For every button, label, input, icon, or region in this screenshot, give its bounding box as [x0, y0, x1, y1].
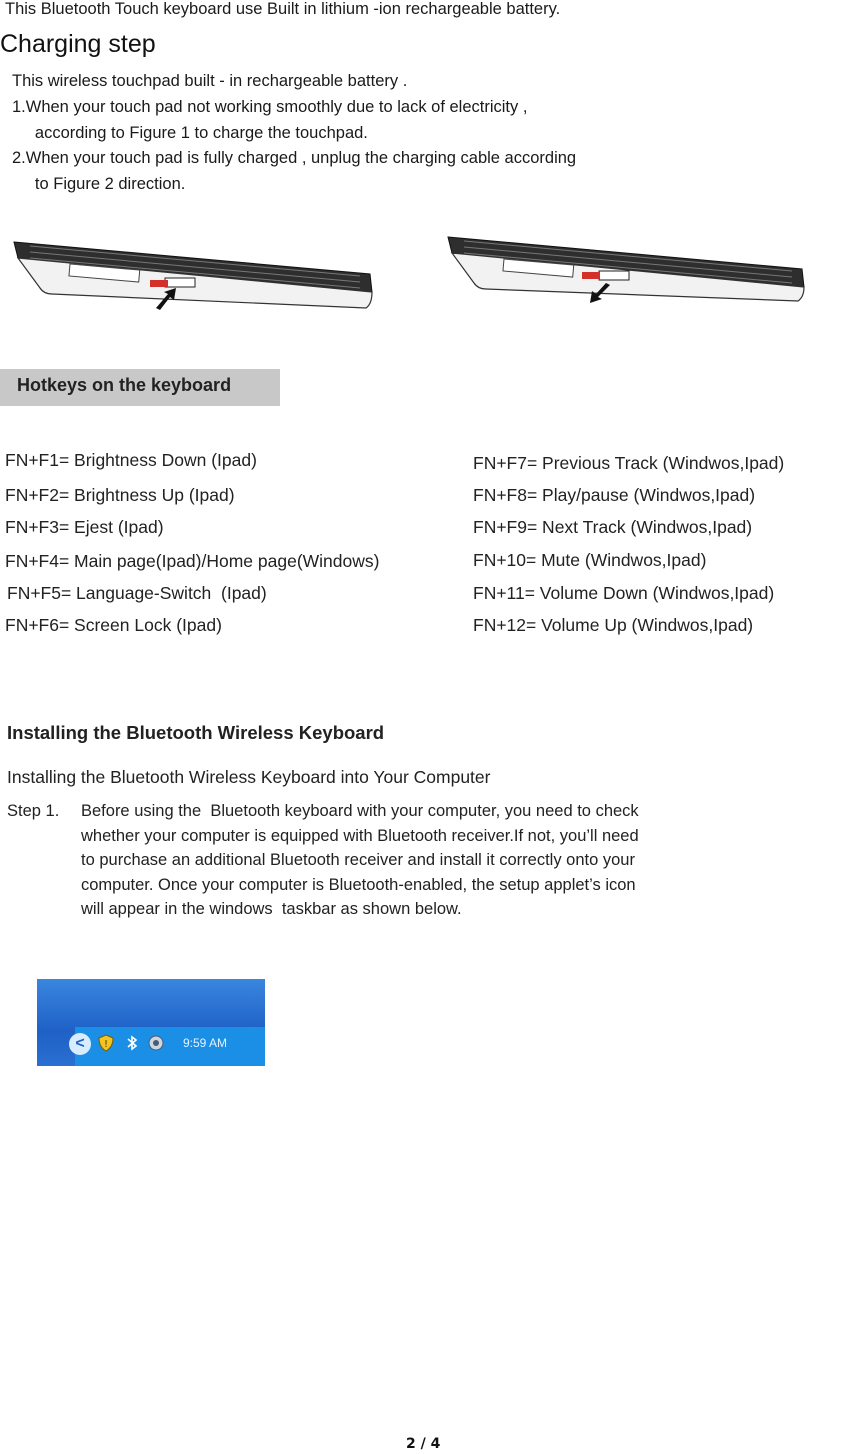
charging-line: according to Figure 1 to charge the touchpad.: [12, 124, 368, 142]
hotkey-item: FN+11= Volume Down (Windwos,Ipad): [473, 583, 775, 603]
step-line: Before using the Bluetooth keyboard with your computer, you need to check: [81, 802, 639, 820]
charging-line: 2.When your touch pad is fully charged , unplug the charging cable according: [12, 149, 577, 167]
step-line: computer. Once your computer is Bluetooth-enabled, the setup applet’s icon: [81, 876, 636, 894]
hotkey-item: FN+F1= Brightness Down (Ipad): [5, 450, 257, 470]
keyboard-illustration: [448, 237, 804, 301]
clock-time[interactable]: 9:59 AM: [183, 1036, 228, 1050]
intro-text: This Bluetooth Touch keyboard use Built in lithium -ion rechargeable battery.: [5, 0, 561, 18]
charging-line: 1.When your touch pad not working smoothly due to lack of electricity ,: [12, 98, 528, 116]
show-hidden-icons-arrow[interactable]: <: [69, 1033, 91, 1055]
hotkey-item: FN+F5= Language-Switch (Ipad): [7, 583, 267, 603]
hotkey-item: FN+F6= Screen Lock (Ipad): [5, 615, 222, 635]
keyboard-illustration: [14, 242, 372, 308]
hotkey-item: FN+10= Mute (Windwos,Ipad): [473, 550, 707, 570]
charging-plug-label: [582, 272, 600, 279]
hotkey-item: FN+F3= Ejest (Ipad): [5, 517, 164, 537]
svg-text:!: !: [103, 1039, 109, 1050]
install-subheading: Installing the Bluetooth Wireless Keyboard into Your Computer: [7, 767, 491, 787]
hotkey-item: FN+F2= Brightness Up (Ipad): [5, 485, 235, 505]
figure-1-keyboard-charging: [10, 230, 380, 320]
install-heading: Installing the Bluetooth Wireless Keyboard: [7, 722, 385, 743]
page-number: 2 / 4: [406, 1436, 441, 1452]
charging-line: to Figure 2 direction.: [12, 175, 186, 193]
step-line: whether your computer is equipped with Bluetooth receiver.If not, you’ll need: [81, 827, 639, 845]
shield-icon[interactable]: [97, 1034, 115, 1052]
hotkey-item: FN+12= Volume Up (Windwos,Ipad): [473, 615, 754, 635]
hotkey-item: FN+F8= Play/pause (Windwos,Ipad): [473, 485, 756, 505]
hotkeys-heading-bar: [0, 369, 280, 406]
charging-heading: Charging step: [0, 30, 156, 58]
hotkey-item: FN+F4= Main page(Ipad)/Home page(Windows): [5, 551, 380, 571]
hotkey-item: FN+F7= Previous Track (Windwos,Ipad): [473, 453, 785, 473]
step-line: will appear in the windows taskbar as shown below.: [81, 900, 462, 918]
step-label: Step 1.: [7, 802, 60, 820]
figure-2-keyboard-unplug: [444, 225, 814, 315]
taskbar-screenshot: [37, 979, 265, 1066]
charging-line: This wireless touchpad built - in rechargeable battery .: [12, 72, 408, 90]
network-icon[interactable]: [147, 1034, 165, 1052]
hotkeys-heading: Hotkeys on the keyboard: [17, 375, 232, 395]
bluetooth-icon[interactable]: [123, 1034, 141, 1052]
charging-plug-label: [150, 280, 168, 287]
hotkey-item: FN+F9= Next Track (Windwos,Ipad): [473, 517, 753, 537]
step-line: to purchase an additional Bluetooth receiver and install it correctly onto your: [81, 851, 635, 869]
